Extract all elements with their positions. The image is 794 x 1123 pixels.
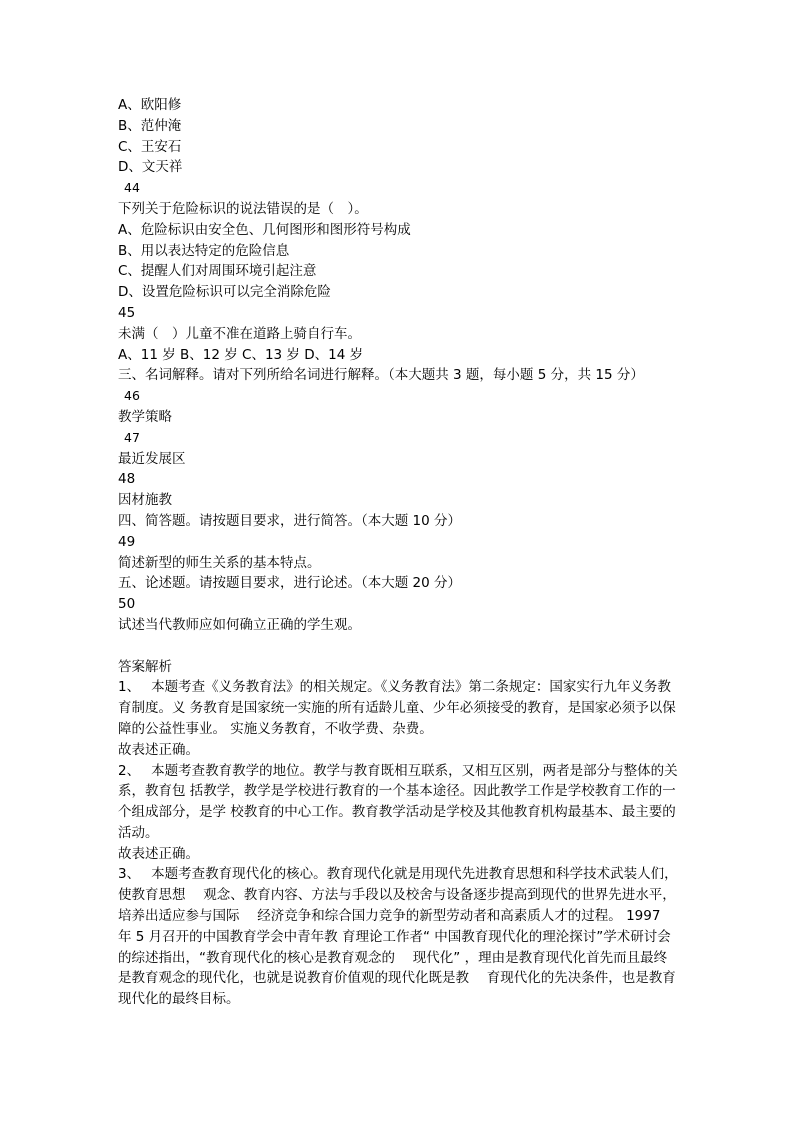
- q46-number: 46: [124, 388, 140, 404]
- answer-3-text: 3、 本题考查教育现代化的核心。教育现代化就是用现代先进教育思想和科学技术武装人们，使教育思想 观念、教育内容、方法与手段以及校舍与设备逐步提高到现代的世界先进水平，培养出适应参与国际 经济竞争和综合国力竞争的新型劳动者和高素质人才的过程。 1997 年 5 月召开的中国教育学会中青年教 育理论工作者“ 中国教育现代化的理沦探讨”学术研讨会的综述指出，“教育现代化的核心是教育观念的 现代化” ，理由是教育现代化首先而且最终是教育观念的现代化，也就是说教育价值观的现代化既是教 育现代化的先决条件，也是教育现代化的最终目标。: [118, 866, 678, 1008]
- q44-option-a: A、危险标识由安全色、几何图形和图形符号构成: [118, 221, 411, 238]
- q50-question: 试述当代教师应如何确立正确的学生观。: [118, 616, 361, 633]
- section4-heading: 四、简答题。请按题目要求，进行简答。（本大题 10 分）: [118, 512, 462, 529]
- q47-term: 最近发展区: [118, 450, 186, 467]
- q46-term: 教学策略: [118, 408, 172, 425]
- q44-option-d: D、设置危险标识可以完全消除危险: [118, 284, 331, 301]
- q49-question: 简述新型的师生关系的基本特点。: [118, 554, 321, 571]
- q45-stem: 未满（ ）儿童不准在道路上骑自行车。: [118, 325, 361, 342]
- document-page: [118, 95, 678, 1010]
- q45-number: 45: [118, 304, 136, 321]
- q44-option-b: B、用以表达特定的危险信息: [118, 242, 290, 259]
- q48-number: 48: [118, 471, 136, 488]
- spacer: [118, 636, 678, 657]
- q48-term: 因材施教: [118, 492, 172, 509]
- q43-option-b: B、范仲淹: [118, 117, 182, 134]
- answers-title: 答案解析: [118, 658, 172, 675]
- q44-option-c: C、提醒人们对周围环境引起注意: [118, 263, 317, 280]
- q43-option-a: A、欧阳修: [118, 97, 182, 113]
- answer-2-conclusion: 故表述正确。: [118, 845, 199, 862]
- answer-1-text: 1、 本题考查《义务教育法》的相关规定。《义务教育法》第二条规定：国家实行九年义务教育制度。义 务教育是国家统一实施的所有适龄儿童、少年必须接受的教育，是国家必须予以保障的公益性事业。 实施义务教育，不收学费、杂费。: [118, 679, 676, 737]
- q47-number: 47: [124, 429, 140, 445]
- q43-option-d: D、文天祥: [118, 159, 183, 176]
- q49-number: 49: [118, 533, 136, 550]
- section3-heading: 三、名词解释。请对下列所给名词进行解释。（本大题共 3 题，每小题 5 分，共 15 分）: [118, 367, 644, 384]
- q44-stem: 下列关于危险标识的说法错误的是（ ）。: [118, 200, 368, 217]
- q45-options: A、11 岁 B、12 岁 C、13 岁 D、14 岁: [118, 346, 364, 363]
- q43-option-c: C、王安石: [118, 138, 182, 155]
- answer-1-conclusion: 故表述正确。: [118, 741, 199, 758]
- q50-number: 50: [118, 596, 136, 613]
- section5-heading: 五、论述题。请按题目要求，进行论述。（本大题 20 分）: [118, 575, 462, 592]
- answer-2-text: 2、 本题考查教育教学的地位。教学与教育既相互联系，又相互区别，两者是部分与整体的关系，教育包 括教学，教学是学校进行教育的一个基本途径。因此教学工作是学校教育工作的一个组成部分，是学 校教育的中心工作。教育教学活动是学校及其他教育机构最基本、最主要的活动。: [118, 762, 678, 841]
- q44-number: 44: [124, 180, 140, 196]
